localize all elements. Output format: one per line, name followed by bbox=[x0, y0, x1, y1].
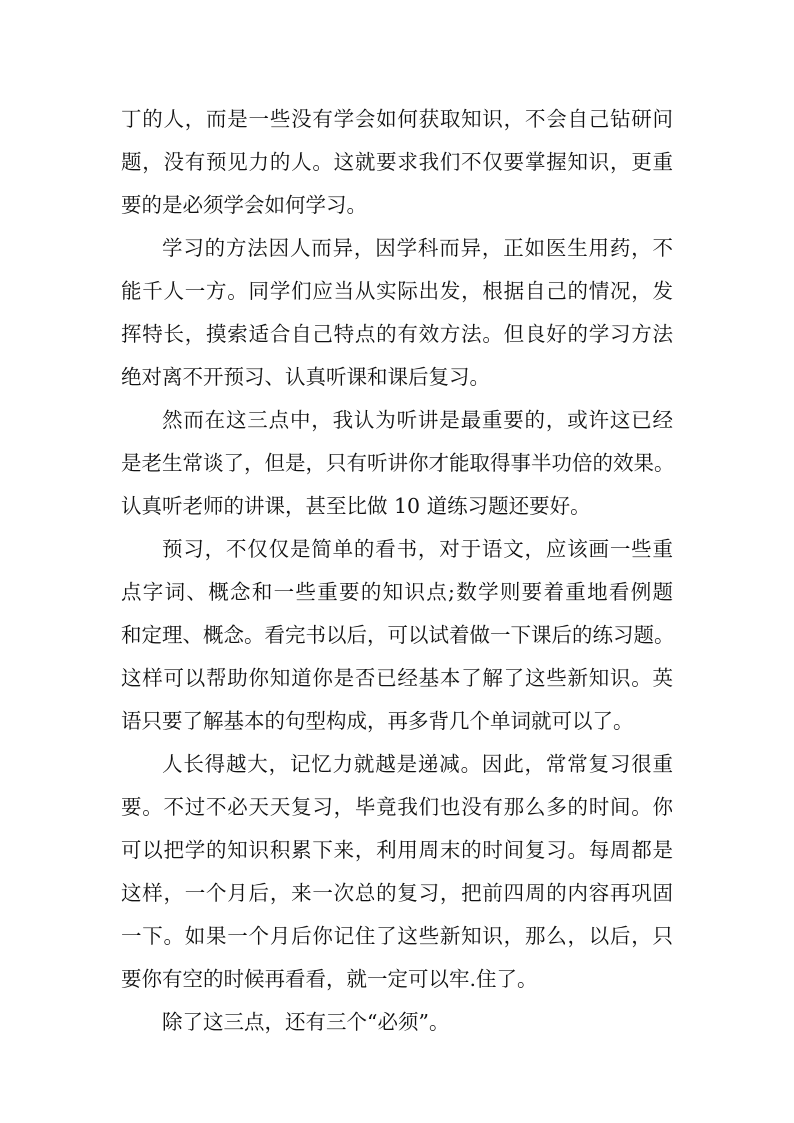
text-line: 和定理、概念。看完书以后，可以试着做一下课后的练习题。 bbox=[121, 623, 675, 647]
text-line: 是老生常谈了，但是，只有听讲你才能取得事半功倍的效果。 bbox=[121, 451, 675, 475]
text-line: 一下。如果一个月后你记住了这些新知识，那么，以后，只 bbox=[121, 924, 673, 948]
text-line: 然而在这三点中，我认为听讲是最重要的，或许这已经 bbox=[162, 408, 673, 432]
text-line: 题，没有预见力的人。这就要求我们不仅要掌握知识，更重 bbox=[121, 150, 673, 174]
body-text bbox=[121, 98, 673, 1044]
text-line: 能千人一方。同学们应当从实际出发，根据自己的情况，发 bbox=[121, 279, 673, 303]
text-line: 这样可以帮助你知道你是否已经基本了解了这些新知识。英 bbox=[121, 666, 673, 690]
text-line: 点字词、概念和一些重要的知识点;数学则要着重地看例题 bbox=[121, 580, 673, 604]
text-line: 预习，不仅仅是简单的看书，对于语文，应该画一些重 bbox=[162, 537, 673, 561]
text-line: 可以把学的知识积累下来，利用周末的时间复习。每周都是 bbox=[121, 838, 673, 862]
text-line: 学习的方法因人而异，因学科而异，正如医生用药，不 bbox=[162, 236, 673, 260]
text-line: 要你有空的时候再看看，就一定可以牢.住了。 bbox=[121, 967, 538, 991]
text-line: 除了这三点，还有三个“必须”。 bbox=[162, 1010, 450, 1034]
text-line: 绝对离不开预习、认真听课和课后复习。 bbox=[121, 365, 490, 389]
text-line: 要的是必须学会如何学习。 bbox=[121, 193, 367, 217]
text-line: 人长得越大，记忆力就越是递减。因此，常常复习很重 bbox=[162, 752, 673, 776]
text-line: 要。不过不必天天复习，毕竟我们也没有那么多的时间。你 bbox=[121, 795, 673, 819]
text-line: 语只要了解基本的句型构成，再多背几个单词就可以了。 bbox=[121, 709, 634, 733]
text-line: 认真听老师的讲课，甚至比做 10 道练习题还要好。 bbox=[121, 494, 591, 518]
text-line: 挥特长，摸索适合自己特点的有效方法。但良好的学习方法 bbox=[121, 322, 673, 346]
text-line: 这样，一个月后，来一次总的复习，把前四周的内容再巩固 bbox=[121, 881, 673, 905]
text-line: 丁的人，而是一些没有学会如何获取知识，不会自己钻研问 bbox=[121, 107, 673, 131]
